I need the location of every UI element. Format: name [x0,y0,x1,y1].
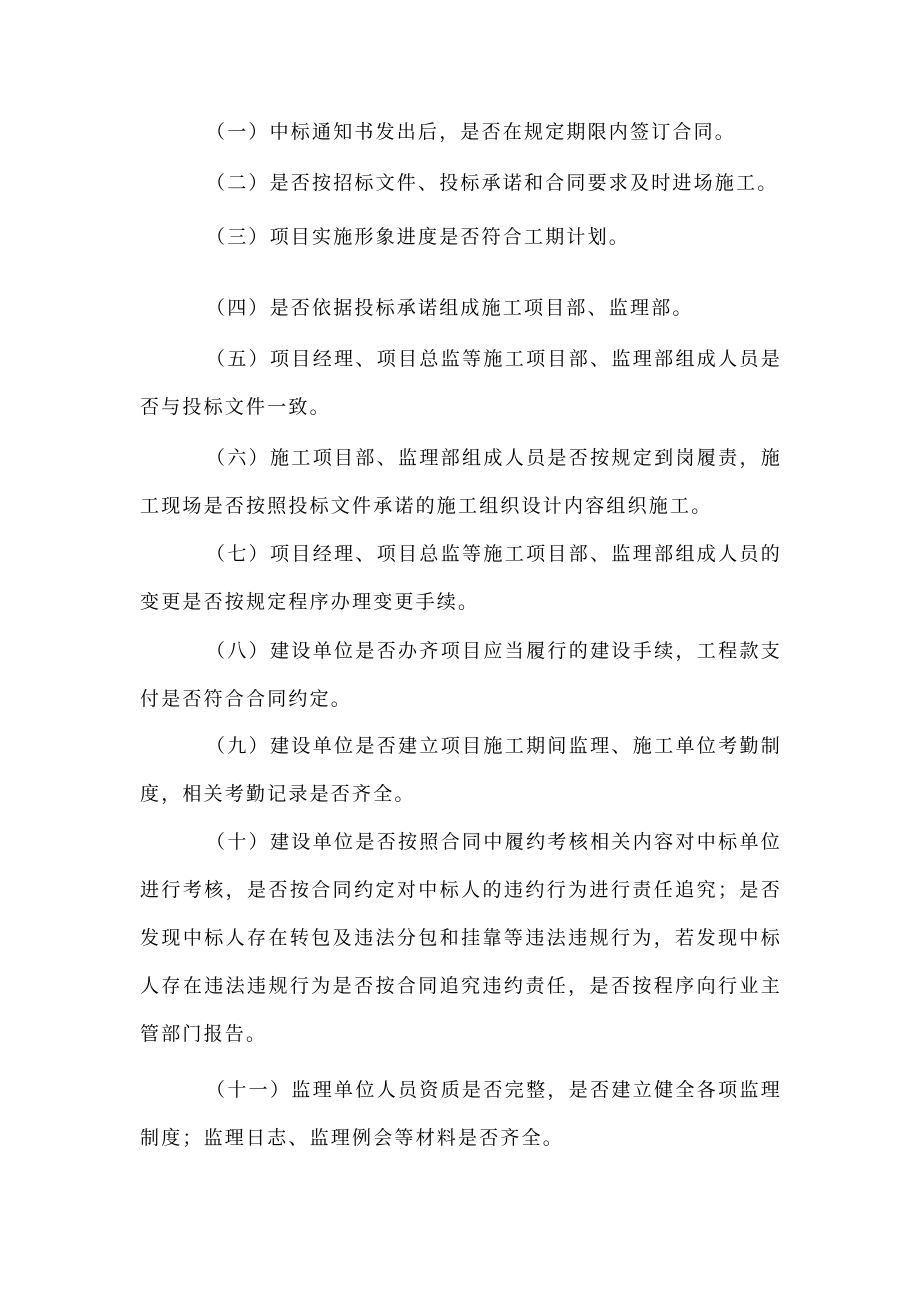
paragraph-11: （十一）监理单位人员资质是否完整，是否建立健全各项监理制度；监理日志、监理例会等材料是否齐全。 [140,1079,782,1149]
paragraph-1: （一）中标通知书发出后，是否在规定期限内签订合同。 [206,121,737,143]
paragraph-5: （五）项目经理、项目总监等施工项目部、监理部组成人员是否与投标文件一致。 [140,348,782,418]
paragraph-9: （九）建设单位是否建立项目施工期间监理、施工单位考勤制度，相关考勤记录是否齐全。 [140,735,782,805]
paragraph-10: （十）建设单位是否按照合同中履约考核相关内容对中标单位进行考核，是否按合同约定对中标人的违约行为进行责任追究；是否发现中标人存在转包及违法分包和挂靠等违法违规行为，若发现中标人存在违法违规行为是否按合同追究违约责任，是否按程序向行业主管部门报告。 [140,831,782,1045]
paragraph-8: （八）建设单位是否办齐项目应当履行的建设手续，工程款支付是否符合合同约定。 [140,640,782,710]
paragraph-4: （四）是否依据投标承诺组成施工项目部、监理部。 [206,297,694,319]
paragraph-6: （六）施工项目部、监理部组成人员是否按规定到岗履责，施工现场是否按照投标文件承诺的施工组织设计内容组织施工。 [140,447,782,517]
paragraph-3: （三）项目实施形象进度是否符合工期计划。 [206,226,631,248]
paragraph-2: （二）是否按招标文件、投标承诺和合同要求及时进场施工。 [206,172,779,194]
paragraph-7: （七）项目经理、项目总监等施工项目部、监理部组成人员的变更是否按规定程序办理变更手续。 [140,543,782,613]
